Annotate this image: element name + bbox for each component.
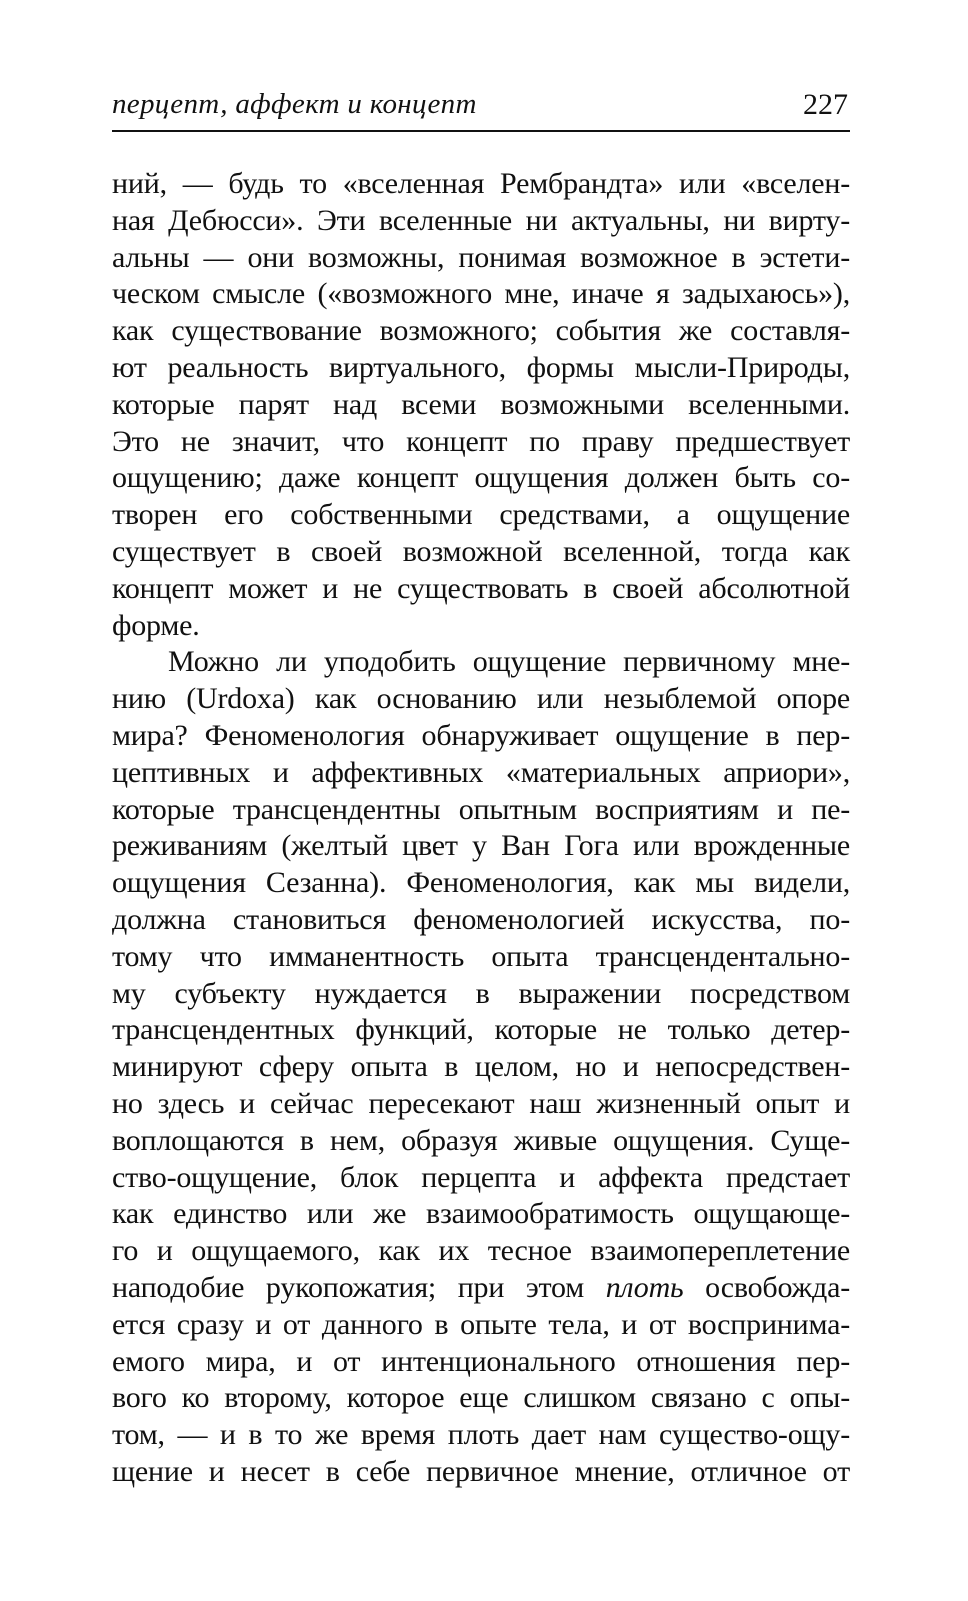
text-line: го и ощущаемого, как их тесное взаимопереплетение — [112, 1234, 850, 1268]
text-line: трансцендентных функций, которые не только детер- — [112, 1013, 850, 1047]
text-line: которые трансцендентны опытным восприятиям и пе- — [112, 792, 850, 826]
text-line: форме. — [112, 608, 200, 642]
text-line: щение и несет в себе первичное мнение, отличное от — [112, 1454, 850, 1488]
text-line: ний, — будь то «вселенная Рембрандта» или «вселен- — [112, 167, 850, 200]
text-line: ческом смысле («возможного мне, иначе я задыхаюсь»), — [112, 277, 850, 311]
text-line: концепт может и не существовать в своей абсолютной — [112, 571, 850, 605]
text-line: Можно ли уподобить ощущение первичному мне- — [168, 645, 850, 679]
text-line: ощущения Сезанна). Феноменология, как мы видели, — [112, 866, 850, 900]
text-line: как существование возможного; события же составля- — [112, 314, 850, 348]
body-text — [112, 166, 850, 1491]
text-line: ется сразу и от данного в опыте тела, и от воспринима- — [112, 1307, 850, 1341]
text-line-with-italic — [112, 1270, 850, 1307]
text-line: которые парят над всеми возможными вселенными. — [112, 387, 850, 421]
text-line: мира? Феноменология обнаруживает ощущение в пер- — [112, 718, 850, 752]
text-line: том, — и в то же время плоть дает нам существо-ощу- — [112, 1418, 850, 1452]
page-number: 227 — [803, 88, 848, 121]
text-line: творен его собственными средствами, а ощущение — [112, 498, 850, 532]
text-line: должна становиться феноменологией искусства, по- — [112, 902, 850, 936]
text-line: цептивных и аффективных «материальных априори», — [112, 755, 850, 789]
text-line: альны — они возможны, понимая возможное в эстети- — [112, 240, 850, 274]
text-line: ощущению; даже концепт ощущения должен быть со- — [112, 461, 850, 495]
text-line: минируют сферу опыта в целом, но и непосредствен- — [112, 1050, 850, 1084]
italic-word: плоть — [605, 1270, 684, 1304]
paragraph-1 — [112, 166, 850, 644]
text-line: как единство или же взаимообратимость ощущающе- — [112, 1197, 850, 1231]
page-header — [112, 86, 850, 132]
text-line: емого мира, и от интенционального отношения пер- — [112, 1344, 850, 1378]
text-line: Это не значит, что концепт по праву предшествует — [112, 424, 850, 458]
text-line: ют реальность виртуального, формы мысли-Природы, — [112, 350, 850, 384]
text-line: тому что имманентность опыта трансцендентально- — [112, 939, 850, 973]
text-line: му субъекту нуждается в выражении посредством — [112, 976, 850, 1010]
text-line: реживаниям (желтый цвет у Ван Гога или врожденные — [112, 829, 850, 863]
text-line: нию (Urdoxa) как основанию или незыблемой опоре — [112, 682, 850, 716]
text-line: воплощаются в нем, образуя живые ощущения. Суще- — [112, 1123, 850, 1157]
text-segment: освобожда- — [683, 1270, 850, 1304]
text-line: вого ко второму, которое еще слишком связано с опы- — [112, 1381, 850, 1415]
running-title: перцепт, аффект и концепт — [112, 88, 477, 120]
text-segment: наподобие рукопожатия; при этом — [112, 1270, 606, 1304]
text-line: ство-ощущение, блок перцепта и аффекта предстает — [112, 1160, 850, 1194]
text-line: но здесь и сейчас пересекают наш жизненный опыт и — [112, 1086, 850, 1120]
paragraph-2 — [112, 644, 850, 1490]
text-line: существует в своей возможной вселенной, тогда как — [112, 534, 850, 568]
text-line: ная Дебюсси». Эти вселенные ни актуальны, ни вирту- — [112, 203, 850, 237]
